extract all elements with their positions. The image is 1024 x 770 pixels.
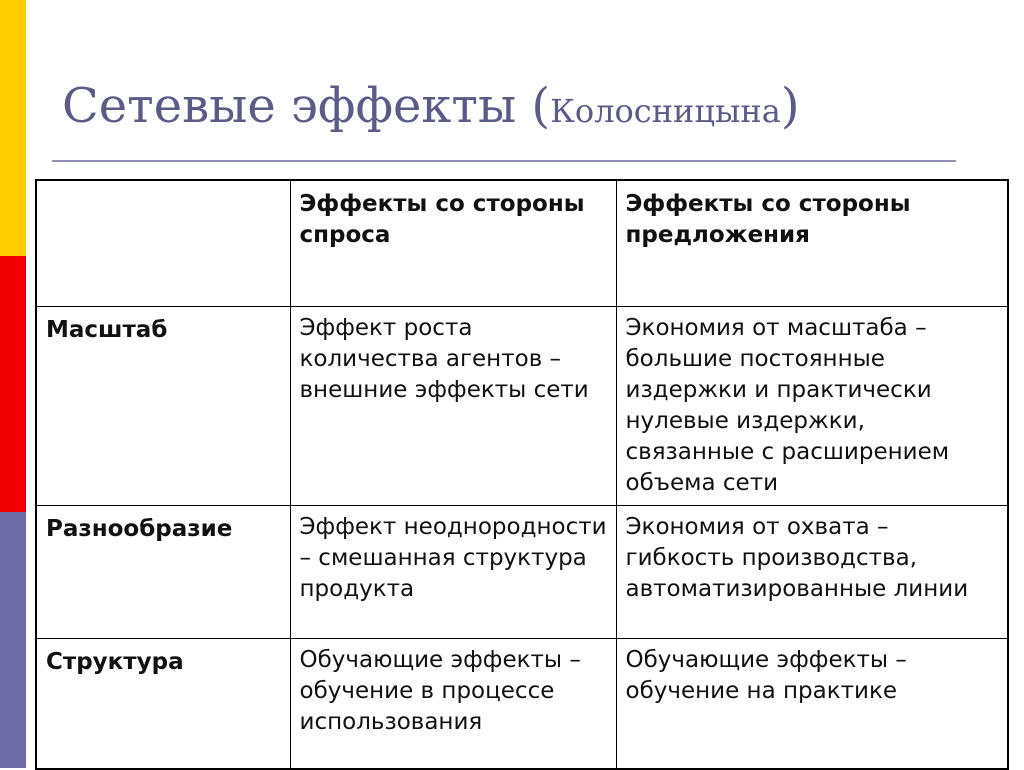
accent-stripe-red	[0, 256, 26, 512]
accent-stripe-blue	[0, 512, 26, 768]
table-header-row	[36, 180, 1008, 306]
accent-stripe-yellow	[0, 0, 26, 256]
header-corner-cell	[36, 180, 290, 306]
header-supply-side: Эффекты со стороны предложения	[616, 180, 1008, 306]
table-row-diversity	[36, 505, 1008, 638]
title-open-paren: (	[516, 78, 551, 134]
slide-title-main: Сетевые эффекты	[62, 78, 517, 134]
row-label-structure: Структура	[36, 638, 290, 769]
slide-title	[62, 78, 800, 134]
cell-diversity-supply: Экономия от охвата – гибкость производства, автоматизированные линии	[616, 505, 1008, 638]
slide-title-author: Колосницына	[550, 92, 781, 130]
title-close-paren: )	[780, 78, 800, 134]
title-divider	[52, 160, 956, 162]
network-effects-table	[35, 179, 1009, 770]
table-row-structure	[36, 638, 1008, 769]
cell-structure-supply: Обучающие эффекты – обучение на практике	[616, 638, 1008, 769]
row-label-scale: Масштаб	[36, 306, 290, 505]
cell-structure-demand: Обучающие эффекты – обучение в процессе использования	[290, 638, 616, 769]
header-demand-side: Эффекты со стороны спроса	[290, 180, 616, 306]
row-label-diversity: Разнообразие	[36, 505, 290, 638]
table-row-scale	[36, 306, 1008, 505]
cell-scale-demand: Эффект роста количества агентов – внешние эффекты сети	[290, 306, 616, 505]
cell-diversity-demand: Эффект неоднородности – смешанная структура продукта	[290, 505, 616, 638]
cell-scale-supply: Экономия от масштаба – большие постоянные издержки и практически нулевые издержки, связанные с расширением объема сети	[616, 306, 1008, 505]
